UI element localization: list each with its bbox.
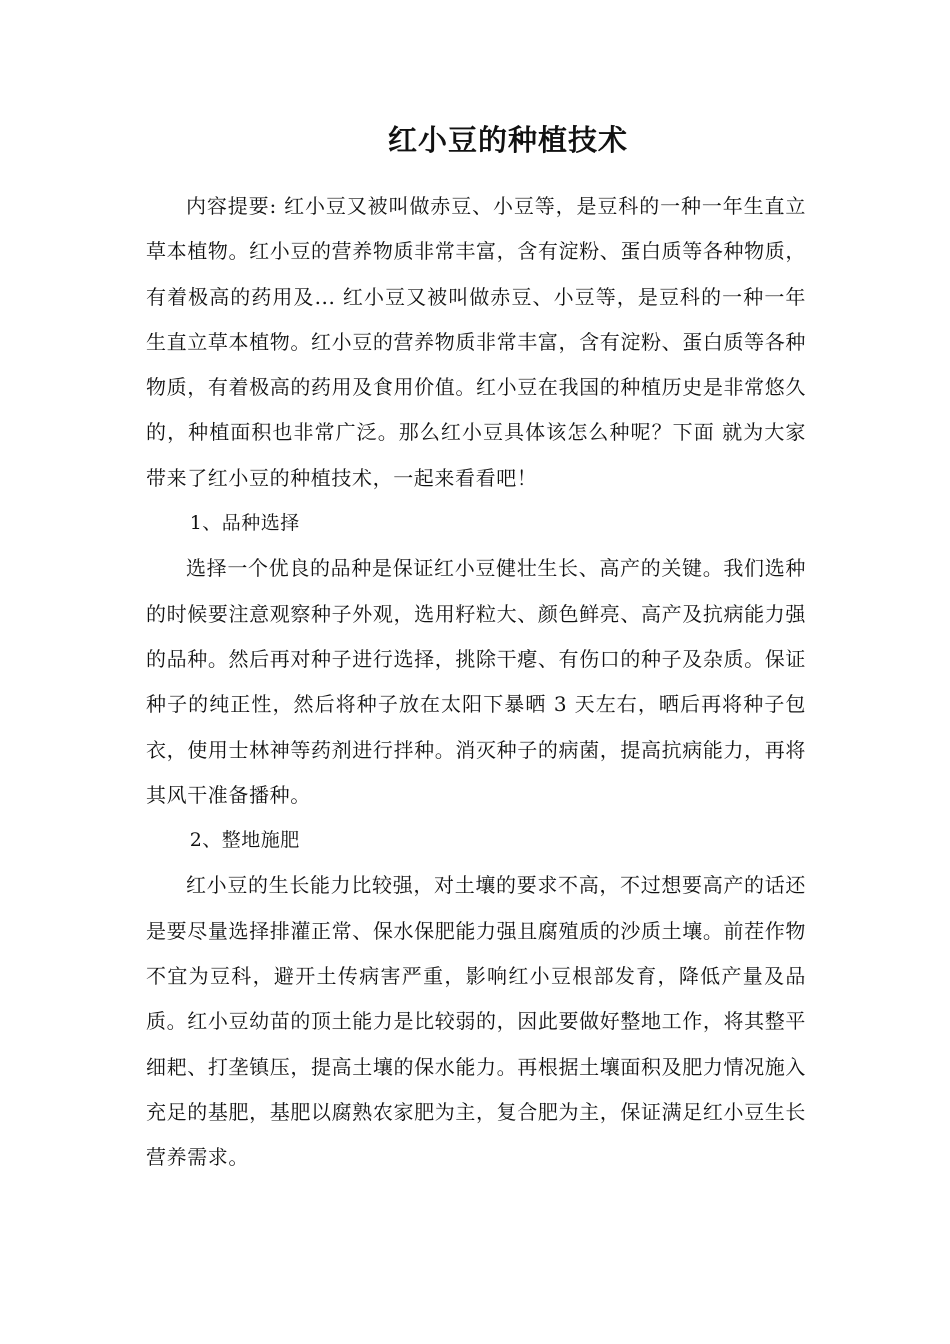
- section-heading-soil: 2、整地施肥: [189, 829, 300, 852]
- section-heading-variety: 1、品种选择: [189, 512, 300, 535]
- document-body: [146, 184, 806, 1181]
- intro-paragraph: 内容提要: 红小豆又被叫做赤豆、小豆等，是豆科的一种一年生直立草本植物。红小豆的营养物质非常丰富，含有淀粉、蛋白质等各种物质，有着极高的药用及... 红小豆又被叫做赤豆、小豆等，是豆科的一种一年生直立草本植物。红小豆的营养物质非常丰富，含有淀粉、蛋白质等各种物质，有着极高的药用及食用价值。红小豆在我国的种植历史是非常悠久的，种植面积也非常广泛。那么红小豆具体该怎么种呢？下面 就为大家带来了红小豆的种植技术，一起来看看吧！: [146, 194, 806, 490]
- section-paragraph-soil: 红小豆的生长能力比较强，对土壤的要求不高，不过想要高产的话还是要尽量选择排灌正常、保水保肥能力强且腐殖质的沙质土壤。前茬作物不宜为豆科，避开土传病害严重，影响红小豆根部发育，降低产量及品质。红小豆幼苗的顶土能力是比较弱的，因此要做好整地工作，将其整平细耙、打垄镇压，提高土壤的保水能力。再根据土壤面积及肥力情况施入充足的基肥，基肥以腐熟农家肥为主，复合肥为主，保证满足红小豆生长营养需求。: [146, 873, 806, 1170]
- document-title: 红小豆的种植技术: [387, 123, 628, 157]
- section-paragraph-variety: 选择一个优良的品种是保证红小豆健壮生长、高产的关键。我们选种的时候要注意观察种子外观，选用籽粒大、颜色鲜亮、高产及抗病能力强的品种。然后再对种子进行选择，挑除干瘪、有伤口的种子及杂质。保证种子的纯正性，然后将种子放在太阳下暴晒 3 天左右，晒后再将种子包衣，使用士林神等药剂进行拌种。消灭种子的病菌，提高抗病能力，再将其风干准备播种。: [146, 556, 806, 807]
